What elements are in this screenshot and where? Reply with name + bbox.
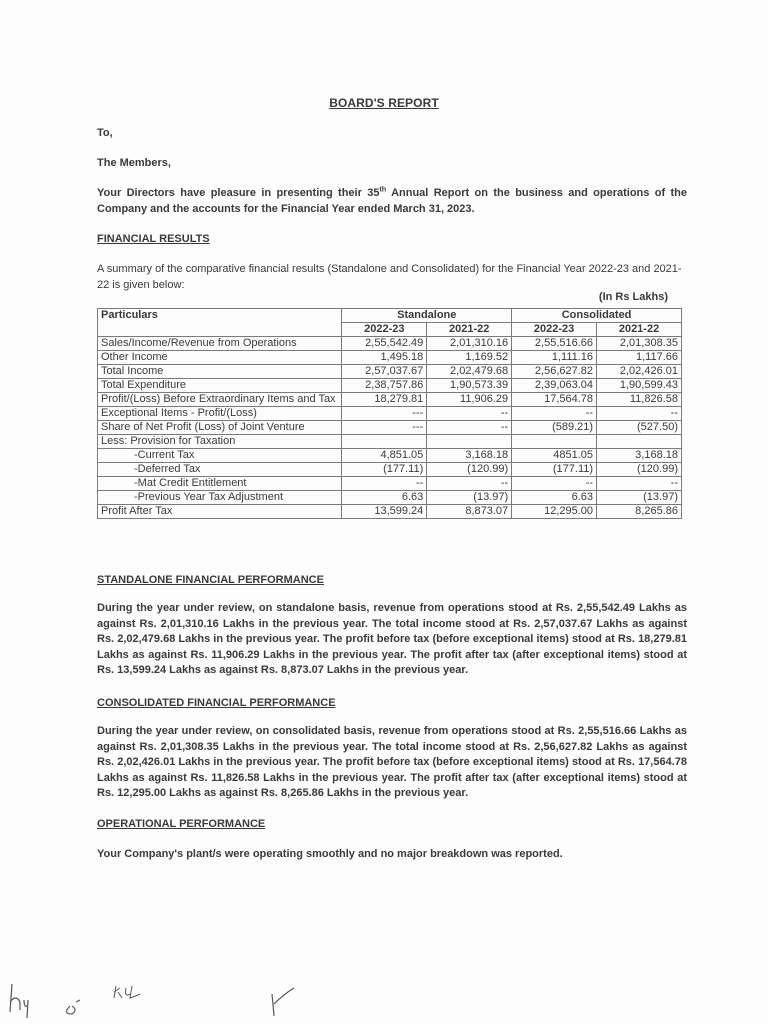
row-value: 2,01,308.35	[597, 337, 682, 351]
table-row	[98, 449, 682, 463]
row-value: 11,906.29	[427, 393, 512, 407]
row-value: 2,02,426.01	[597, 365, 682, 379]
standalone-heading: STANDALONE FINANCIAL PERFORMANCE	[97, 574, 324, 586]
row-label: Total Expenditure	[98, 379, 342, 393]
table-row	[98, 435, 682, 449]
row-value: (177.11)	[342, 463, 427, 477]
row-value: 11,826.58	[597, 393, 682, 407]
units-label: (In Rs Lakhs)	[598, 291, 668, 303]
table-row	[98, 379, 682, 393]
consolidated-header: Consolidated	[512, 309, 682, 323]
table-row	[98, 421, 682, 435]
table-row	[98, 337, 682, 351]
table-row	[98, 407, 682, 421]
row-value: (13.97)	[597, 491, 682, 505]
row-value: 2,56,627.82	[512, 365, 597, 379]
table-row	[98, 351, 682, 365]
row-label: Other Income	[98, 351, 342, 365]
row-value: 1,495.18	[342, 351, 427, 365]
row-value: (589.21)	[512, 421, 597, 435]
row-value: 18,279.81	[342, 393, 427, 407]
row-value: ---	[342, 407, 427, 421]
standalone-paragraph: During the year under review, on standalone basis, revenue from operations stood at Rs. 2,55,542.49 Lakhs as against Rs. 2,01,310.16 Lakhs in the previous year. The total income stood at Rs. 2,57,037.67 Lakhs as against Rs. 2,02,479.68 Lakhs in the previous year. The profit before tax (before exceptional items) stood at Rs. 18,279.81 Lakhs as against Rs. 11,906.29 Lakhs in the previous year. The profit after tax (after exceptional items) stood at Rs. 13,599.24 Lakhs as against Rs. 8,873.07 Lakhs in the previous year.	[97, 602, 687, 676]
row-value: 4851.05	[512, 449, 597, 463]
row-value: 2,55,516.66	[512, 337, 597, 351]
handwritten-initials	[0, 980, 320, 1020]
row-value: --	[597, 407, 682, 421]
row-value: 1,117.66	[597, 351, 682, 365]
row-value: 3,168.18	[427, 449, 512, 463]
row-value: --	[512, 477, 597, 491]
row-value: --	[342, 477, 427, 491]
row-value: 2,57,037.67	[342, 365, 427, 379]
row-value: 4,851.05	[342, 449, 427, 463]
row-value: 1,90,599.43	[597, 379, 682, 393]
table-row	[98, 393, 682, 407]
operational-heading: OPERATIONAL PERFORMANCE	[97, 818, 266, 830]
row-value: (527.50)	[597, 421, 682, 435]
row-value	[512, 435, 597, 449]
table-row	[98, 491, 682, 505]
row-value: 6.63	[512, 491, 597, 505]
table-row	[98, 365, 682, 379]
row-value: --	[427, 477, 512, 491]
financial-results-heading: FINANCIAL RESULTS	[97, 233, 210, 245]
row-value: 1,169.52	[427, 351, 512, 365]
row-value: 2,55,542.49	[342, 337, 427, 351]
row-value: 1,111.16	[512, 351, 597, 365]
consolidated-paragraph: During the year under review, on consolidated basis, revenue from operations stood at Rs. 2,55,516.66 Lakhs as against Rs. 2,01,308.35 Lakhs in the previous year. The total income stood at Rs. 2,56,627.82 Lakhs as against Rs. 2,02,426.01 Lakhs in the previous year. The profit before tax (before exceptional items) stood at Rs. 17,564.78 Lakhs as against Rs. 11,826.58 Lakhs in the previous year. The profit after tax (after exceptional items) stood at Rs. 12,295.00 Lakhs as against Rs. 8,265.86 Lakhs in the previous year.	[97, 725, 687, 799]
row-label: Exceptional Items - Profit/(Loss)	[98, 407, 342, 421]
row-value: 2,01,310.16	[427, 337, 512, 351]
row-value: --	[512, 407, 597, 421]
row-value: --	[427, 407, 512, 421]
row-value: (13.97)	[427, 491, 512, 505]
row-label: Profit After Tax	[98, 505, 342, 519]
row-value: 1,90,573.39	[427, 379, 512, 393]
row-label: Less: Provision for Taxation	[98, 435, 342, 449]
row-label: Share of Net Profit (Loss) of Joint Venture	[98, 421, 342, 435]
row-label: -Mat Credit Entitlement	[98, 477, 342, 491]
financial-results-table	[97, 308, 682, 519]
table-header-row	[98, 309, 682, 323]
row-value	[597, 435, 682, 449]
row-value: --	[597, 477, 682, 491]
row-value	[342, 435, 427, 449]
salutation-members: The Members,	[97, 157, 171, 169]
row-label: Total Income	[98, 365, 342, 379]
row-value: 13,599.24	[342, 505, 427, 519]
operational-paragraph: Your Company's plant/s were operating smoothly and no major breakdown was reported.	[97, 848, 563, 860]
row-label: -Current Tax	[98, 449, 342, 463]
row-label: -Deferred Tax	[98, 463, 342, 477]
row-value: (120.99)	[597, 463, 682, 477]
row-value: (177.11)	[512, 463, 597, 477]
row-value: 6.63	[342, 491, 427, 505]
year-header: 2021-22	[427, 323, 512, 337]
row-value: 8,265.86	[597, 505, 682, 519]
row-label: Sales/Income/Revenue from Operations	[98, 337, 342, 351]
row-value: 8,873.07	[427, 505, 512, 519]
row-value: 17,564.78	[512, 393, 597, 407]
row-value: 3,168.18	[597, 449, 682, 463]
row-value: 2,38,757.86	[342, 379, 427, 393]
row-value: 2,39,063.04	[512, 379, 597, 393]
consolidated-heading: CONSOLIDATED FINANCIAL PERFORMANCE	[97, 697, 336, 709]
year-header: 2022-23	[512, 323, 597, 337]
year-header: 2022-23	[342, 323, 427, 337]
row-label: Profit/(Loss) Before Extraordinary Items and Tax	[98, 393, 342, 407]
table-row	[98, 463, 682, 477]
year-header: 2021-22	[597, 323, 682, 337]
intro-paragraph: Your Directors have pleasure in presenting their 35th Annual Report on the business and operations of the Company and the accounts for the Financial Year ended March 31, 2023.	[97, 186, 688, 215]
row-value: --	[427, 421, 512, 435]
table-row	[98, 477, 682, 491]
row-value: ---	[342, 421, 427, 435]
row-value: 2,02,479.68	[427, 365, 512, 379]
salutation-to: To,	[97, 127, 113, 139]
particulars-header: Particulars	[98, 309, 342, 337]
row-value: (120.99)	[427, 463, 512, 477]
standalone-header: Standalone	[342, 309, 512, 323]
row-value	[427, 435, 512, 449]
row-label: -Previous Year Tax Adjustment	[98, 491, 342, 505]
summary-paragraph: A summary of the comparative financial results (Standalone and Consolidated) for the Financial Year 2022-23 and 2021-22 is given below:	[97, 263, 682, 291]
table-row	[98, 505, 682, 519]
row-value: 12,295.00	[512, 505, 597, 519]
page-title: BOARD'S REPORT	[329, 96, 439, 110]
